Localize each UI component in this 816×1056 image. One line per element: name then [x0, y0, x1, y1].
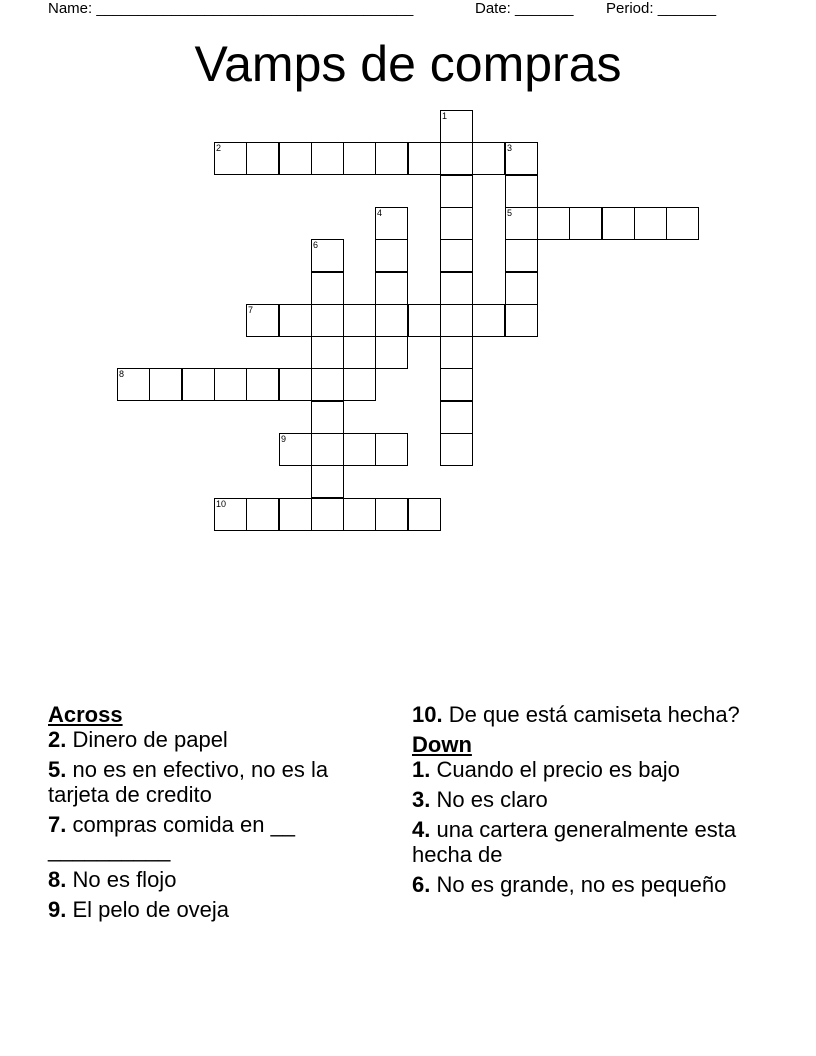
clue-number: 8.	[48, 867, 67, 892]
across-clue-8	[48, 867, 388, 892]
answer-cell[interactable]	[311, 465, 344, 498]
answer-cell[interactable]	[408, 498, 441, 531]
clue-number: 5.	[48, 757, 67, 782]
answer-cell[interactable]	[537, 207, 570, 240]
answer-cell[interactable]	[311, 368, 344, 401]
answer-cell[interactable]	[375, 336, 408, 369]
answer-cell[interactable]	[279, 142, 312, 175]
answer-cell[interactable]	[472, 142, 505, 175]
answer-cell[interactable]	[311, 142, 344, 175]
date-field[interactable]: Date: _______	[475, 0, 574, 17]
clue-text: Cuando el precio es bajo	[436, 757, 680, 782]
answer-cell[interactable]	[375, 498, 408, 531]
cell-number: 5	[507, 208, 513, 218]
answer-cell[interactable]	[505, 175, 538, 208]
answer-cell[interactable]	[311, 304, 344, 337]
puzzle-title: Vamps de compras	[194, 36, 622, 92]
answer-cell[interactable]	[440, 110, 473, 143]
down-clue-1	[412, 757, 752, 782]
answer-cell[interactable]	[440, 304, 473, 337]
answer-cell[interactable]	[408, 304, 441, 337]
answer-cell[interactable]	[343, 304, 376, 337]
answer-cell[interactable]	[440, 368, 473, 401]
answer-cell[interactable]	[311, 401, 344, 434]
answer-cell[interactable]	[505, 207, 538, 240]
answer-cell[interactable]	[375, 433, 408, 466]
clue-number: 1.	[412, 757, 431, 782]
answer-cell[interactable]	[117, 368, 150, 401]
cell-number: 8	[119, 369, 125, 379]
down-clue-4	[412, 817, 752, 867]
answer-cell[interactable]	[246, 304, 279, 337]
answer-cell[interactable]	[505, 142, 538, 175]
clue-number: 3.	[412, 787, 431, 812]
answer-cell[interactable]	[440, 272, 473, 305]
answer-cell[interactable]	[343, 498, 376, 531]
cell-number: 3	[507, 143, 513, 153]
answer-cell[interactable]	[440, 175, 473, 208]
cell-number: 9	[281, 434, 287, 444]
answer-cell[interactable]	[246, 142, 279, 175]
cell-number: 7	[248, 305, 254, 315]
answer-cell[interactable]	[311, 433, 344, 466]
down-clue-6	[412, 872, 752, 897]
answer-cell[interactable]	[375, 142, 408, 175]
across-clue-7	[48, 812, 388, 862]
answer-cell[interactable]	[343, 368, 376, 401]
answer-cell[interactable]	[375, 207, 408, 240]
answer-cell[interactable]	[440, 207, 473, 240]
clues-column-left	[48, 702, 388, 927]
answer-cell[interactable]	[279, 498, 312, 531]
cell-number: 2	[216, 143, 222, 153]
answer-cell[interactable]	[375, 304, 408, 337]
answer-cell[interactable]	[149, 368, 182, 401]
answer-cell[interactable]	[311, 239, 344, 272]
answer-cell[interactable]	[440, 142, 473, 175]
answer-cell[interactable]	[182, 368, 215, 401]
clue-number: 9.	[48, 897, 67, 922]
answer-cell[interactable]	[343, 433, 376, 466]
answer-cell[interactable]	[505, 272, 538, 305]
cell-number: 6	[313, 240, 319, 250]
answer-cell[interactable]	[214, 498, 247, 531]
clue-number: 10.	[412, 702, 443, 727]
across-heading: Across	[48, 702, 123, 727]
period-field[interactable]: Period: _______	[606, 0, 717, 17]
answer-cell[interactable]	[440, 239, 473, 272]
answer-cell[interactable]	[602, 207, 635, 240]
answer-cell[interactable]	[569, 207, 602, 240]
clue-number: 2.	[48, 727, 67, 752]
answer-cell[interactable]	[311, 272, 344, 305]
cell-number: 4	[377, 208, 383, 218]
clue-text: compras comida en __ __________	[48, 812, 296, 862]
clue-text: una cartera generalmente esta hecha de	[412, 817, 737, 867]
across-clue-5	[48, 757, 388, 807]
answer-cell[interactable]	[375, 239, 408, 272]
answer-cell[interactable]	[505, 239, 538, 272]
down-heading: Down	[412, 732, 472, 757]
answer-cell[interactable]	[375, 272, 408, 305]
clue-number: 6.	[412, 872, 431, 897]
clue-text: No es grande, no es pequeño	[436, 872, 727, 897]
cell-number: 10	[216, 499, 227, 509]
clue-text: Dinero de papel	[72, 727, 228, 752]
answer-cell[interactable]	[666, 207, 699, 240]
answer-cell[interactable]	[279, 433, 312, 466]
across-clue-2	[48, 727, 388, 752]
across-clue-10	[412, 702, 752, 727]
answer-cell[interactable]	[505, 304, 538, 337]
answer-cell[interactable]	[311, 336, 344, 369]
down-clue-3	[412, 787, 752, 812]
answer-cell[interactable]	[634, 207, 667, 240]
clue-number: 7.	[48, 812, 67, 837]
across-clue-9	[48, 897, 388, 922]
clue-text: no es en efectivo, no es la tarjeta de credito	[48, 757, 329, 807]
answer-cell[interactable]	[279, 304, 312, 337]
answer-cell[interactable]	[472, 304, 505, 337]
clue-text: No es flojo	[72, 867, 177, 892]
answer-cell[interactable]	[343, 142, 376, 175]
clue-text: De que está camiseta hecha?	[448, 702, 740, 727]
answer-cell[interactable]	[311, 498, 344, 531]
name-field[interactable]: Name: ______________________________________	[48, 0, 414, 17]
answer-cell[interactable]	[408, 142, 441, 175]
clue-text: No es claro	[436, 787, 548, 812]
answer-cell[interactable]	[214, 368, 247, 401]
answer-cell[interactable]	[246, 368, 279, 401]
answer-cell[interactable]	[246, 498, 279, 531]
answer-cell[interactable]	[440, 336, 473, 369]
answer-cell[interactable]	[279, 368, 312, 401]
cell-number: 1	[442, 111, 448, 121]
answer-cell[interactable]	[214, 142, 247, 175]
clue-number: 4.	[412, 817, 431, 842]
answer-cell[interactable]	[440, 401, 473, 434]
answer-cell[interactable]	[440, 433, 473, 466]
clue-text: El pelo de oveja	[72, 897, 230, 922]
clues-column-right	[412, 702, 752, 902]
